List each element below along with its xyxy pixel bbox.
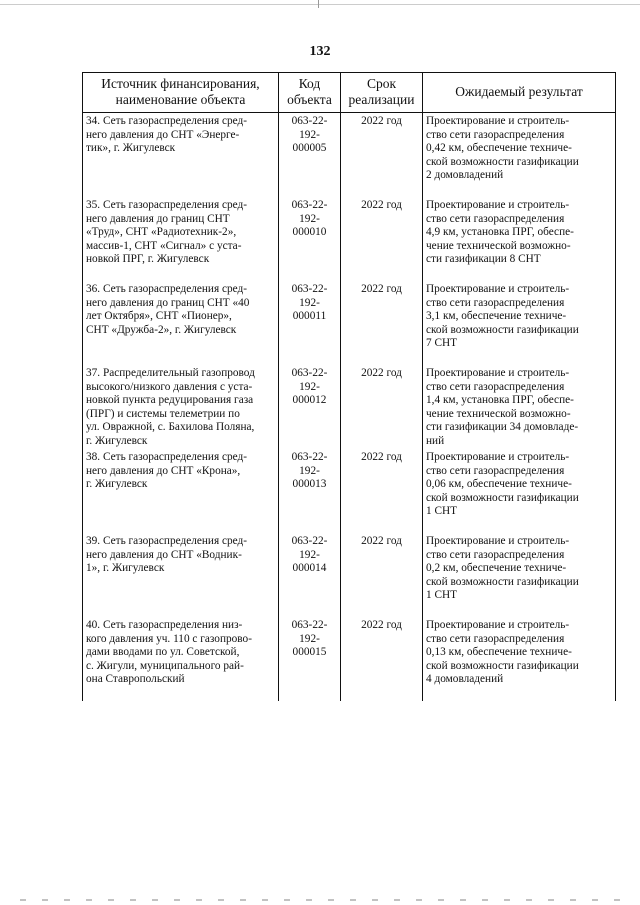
result-text: Проектирование и строитель- ство сети газораспределения 0,42 км, обеспечение техниче- ской возможности газификации 2 домовладений xyxy=(426,115,579,182)
page-number: 132 xyxy=(309,44,331,59)
header-code-label: Код объекта xyxy=(287,76,332,107)
cell-code xyxy=(279,281,341,365)
cell-term xyxy=(341,281,423,365)
code-text: 063-22- 192- 000014 xyxy=(291,535,328,575)
cell-term xyxy=(341,533,423,617)
financing-table xyxy=(82,72,616,701)
source-text: 37. Распределительный газопровод высокого/низкого давления с уста- новкой пункта редуцирования газа (ПРГ) и системы телеметрии по ул. Овражной, с. Бахилова Поляна, г. Жигулевск xyxy=(86,367,255,447)
term-text: 2022 год xyxy=(361,199,402,211)
header-result xyxy=(423,73,616,113)
term-text: 2022 год xyxy=(361,367,402,379)
result-text: Проектирование и строитель- ство сети газораспределения 0,06 км, обеспечение техниче- ской возможности газификации 1 СНТ xyxy=(426,451,579,518)
term-text: 2022 год xyxy=(361,283,402,295)
header-row xyxy=(83,73,616,113)
cell-code xyxy=(279,365,341,449)
code-text: 063-22- 192- 000013 xyxy=(291,451,328,491)
cell-code xyxy=(279,113,341,198)
source-text: 36. Сеть газораспределения сред- него давления до границ СНТ «40 лет Октября», СНТ «Пионер», СНТ «Дружба-2», г. Жигулевск xyxy=(86,283,250,336)
term-text: 2022 год xyxy=(361,115,402,127)
scan-edge-mark xyxy=(318,0,319,8)
code-text: 063-22- 192- 000012 xyxy=(291,367,328,407)
table-row xyxy=(83,617,616,701)
cell-source xyxy=(83,281,279,365)
cell-code xyxy=(279,533,341,617)
cell-result xyxy=(423,449,616,533)
term-text: 2022 год xyxy=(361,535,402,547)
cell-result xyxy=(423,365,616,449)
cell-term xyxy=(341,197,423,281)
scan-edge-line xyxy=(0,4,640,5)
header-term-label: Срок реализации xyxy=(348,76,415,107)
code-text: 063-22- 192- 000010 xyxy=(291,199,328,239)
cell-term xyxy=(341,617,423,701)
term-text: 2022 год xyxy=(361,619,402,631)
header-source xyxy=(83,73,279,113)
cell-code xyxy=(279,197,341,281)
source-text: 40. Сеть газораспределения низ- кого давления уч. 110 с газопрово- дами вводами по ул. Советской, с. Жигули, муниципального рай- она Ставропольский xyxy=(86,619,252,686)
cell-source xyxy=(83,533,279,617)
cell-result xyxy=(423,113,616,198)
header-code xyxy=(279,73,341,113)
cell-result xyxy=(423,281,616,365)
cell-source xyxy=(83,365,279,449)
source-text: 34. Сеть газораспределения сред- него давления до СНТ «Энерге- тик», г. Жигулевск xyxy=(86,115,248,155)
code-text: 063-22- 192- 000015 xyxy=(291,619,328,659)
cell-source xyxy=(83,113,279,198)
source-text: 38. Сеть газораспределения сред- него давления до СНТ «Крона», г. Жигулевск xyxy=(86,451,248,491)
cell-result xyxy=(423,197,616,281)
cell-code xyxy=(279,617,341,701)
cell-source xyxy=(83,617,279,701)
table-row xyxy=(83,449,616,533)
header-source-label: Источник финансирования, наименование объекта xyxy=(101,76,260,107)
code-text: 063-22- 192- 000011 xyxy=(291,283,328,323)
term-text: 2022 год xyxy=(361,451,402,463)
table-header xyxy=(83,73,616,113)
table-row xyxy=(83,197,616,281)
source-text: 35. Сеть газораспределения сред- него давления до границ СНТ «Труд», СНТ «Радиотехник-2», массив-1, СНТ «Сигнал» с уста- новкой ПРГ, г. Жигулевск xyxy=(86,199,248,266)
result-text: Проектирование и строитель- ство сети газораспределения 4,9 км, установка ПРГ, обеспе- чение технической возможно- сти газификации 8 СНТ xyxy=(426,199,574,266)
source-text: 39. Сеть газораспределения сред- него давления до СНТ «Водник- 1», г. Жигулевск xyxy=(86,535,248,575)
cell-term xyxy=(341,113,423,198)
result-text: Проектирование и строитель- ство сети газораспределения 3,1 км, обеспечение техниче- ской возможности газификации 7 СНТ xyxy=(426,283,579,350)
cell-source xyxy=(83,197,279,281)
table-row xyxy=(83,113,616,198)
result-text: Проектирование и строитель- ство сети газораспределения 1,4 км, установка ПРГ, обеспе- чение технической возможно- сти газификации 34 домовладе- ний xyxy=(426,367,579,447)
result-text: Проектирование и строитель- ство сети газораспределения 0,13 км, обеспечение техниче- ской возможности газификации 4 домовладений xyxy=(426,619,579,686)
table-row xyxy=(83,365,616,449)
cell-term xyxy=(341,449,423,533)
cell-term xyxy=(341,365,423,449)
cell-source xyxy=(83,449,279,533)
cell-result xyxy=(423,533,616,617)
table-row xyxy=(83,533,616,617)
header-term xyxy=(341,73,423,113)
cell-result xyxy=(423,617,616,701)
header-result-label: Ожидаемый результат xyxy=(455,84,583,99)
table-row xyxy=(83,281,616,365)
scan-bottom-artifacts xyxy=(20,899,620,901)
result-text: Проектирование и строитель- ство сети газораспределения 0,2 км, обеспечение техниче- ской возможности газификации 1 СНТ xyxy=(426,535,579,602)
table-body xyxy=(83,113,616,702)
code-text: 063-22- 192- 000005 xyxy=(291,115,328,155)
cell-code xyxy=(279,449,341,533)
